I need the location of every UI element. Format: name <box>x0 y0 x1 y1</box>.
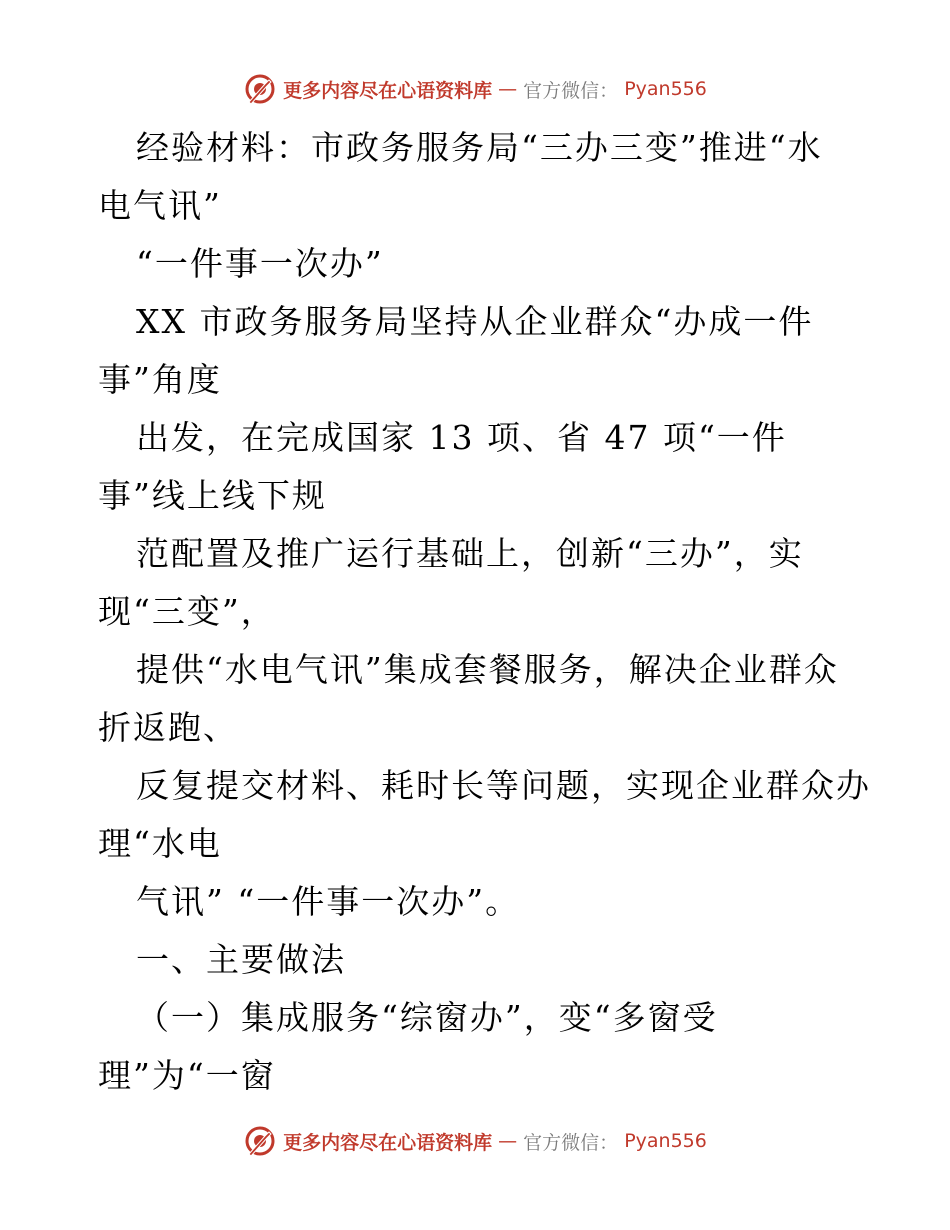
body-line: 范配置及推广运行基础上，创新“三办”，实 <box>136 534 804 573</box>
watermark-footer <box>0 1124 950 1158</box>
body-line: 反复提交材料、耗时长等问题，实现企业群众办 <box>136 766 871 805</box>
watermark-official-label: 官方微信： <box>523 79 619 102</box>
body-line: 提供“水电气讯”集成套餐服务，解决企业群众 <box>136 650 839 689</box>
watermark-header <box>0 72 950 106</box>
body-line: “一件事一次办” <box>136 244 384 283</box>
body-line: 事”角度 <box>98 360 222 399</box>
watermark-main-text: 更多内容尽在心语资料库 <box>283 79 493 102</box>
body-line: 出发，在完成国家 13 项、省 47 项“一件 <box>136 418 787 457</box>
subsection-heading: （一）集成服务“综窗办”，变“多窗受 <box>136 998 718 1037</box>
body-line: 气讯” “一件事一次办”。 <box>136 882 521 921</box>
watermark-dash: — <box>498 78 518 100</box>
body-line: 折返跑、 <box>98 708 238 747</box>
body-line: 现“三变”， <box>98 592 276 631</box>
section-heading: 一、主要做法 <box>136 940 346 979</box>
watermark-main-text: 更多内容尽在心语资料库 <box>283 1131 493 1154</box>
body-line: 经验材料：市政务服务局“三办三变”推进“水 <box>136 128 823 167</box>
body-line: 电气讯” <box>98 186 222 225</box>
watermark-wechat-id: Pyan556 <box>624 1130 707 1152</box>
body-line: 理”为“一窗 <box>98 1056 276 1095</box>
pen-logo-icon <box>243 72 277 106</box>
body-line: 事”线上线下规 <box>98 476 327 515</box>
body-line: 理“水电 <box>98 824 222 863</box>
body-line: XX 市政务服务局坚持从企业群众“办成一件 <box>136 302 814 341</box>
watermark-wechat-id: Pyan556 <box>624 78 707 100</box>
watermark-dash: — <box>498 1130 518 1152</box>
pen-logo-icon <box>243 1124 277 1158</box>
watermark-official-label: 官方微信： <box>523 1131 619 1154</box>
